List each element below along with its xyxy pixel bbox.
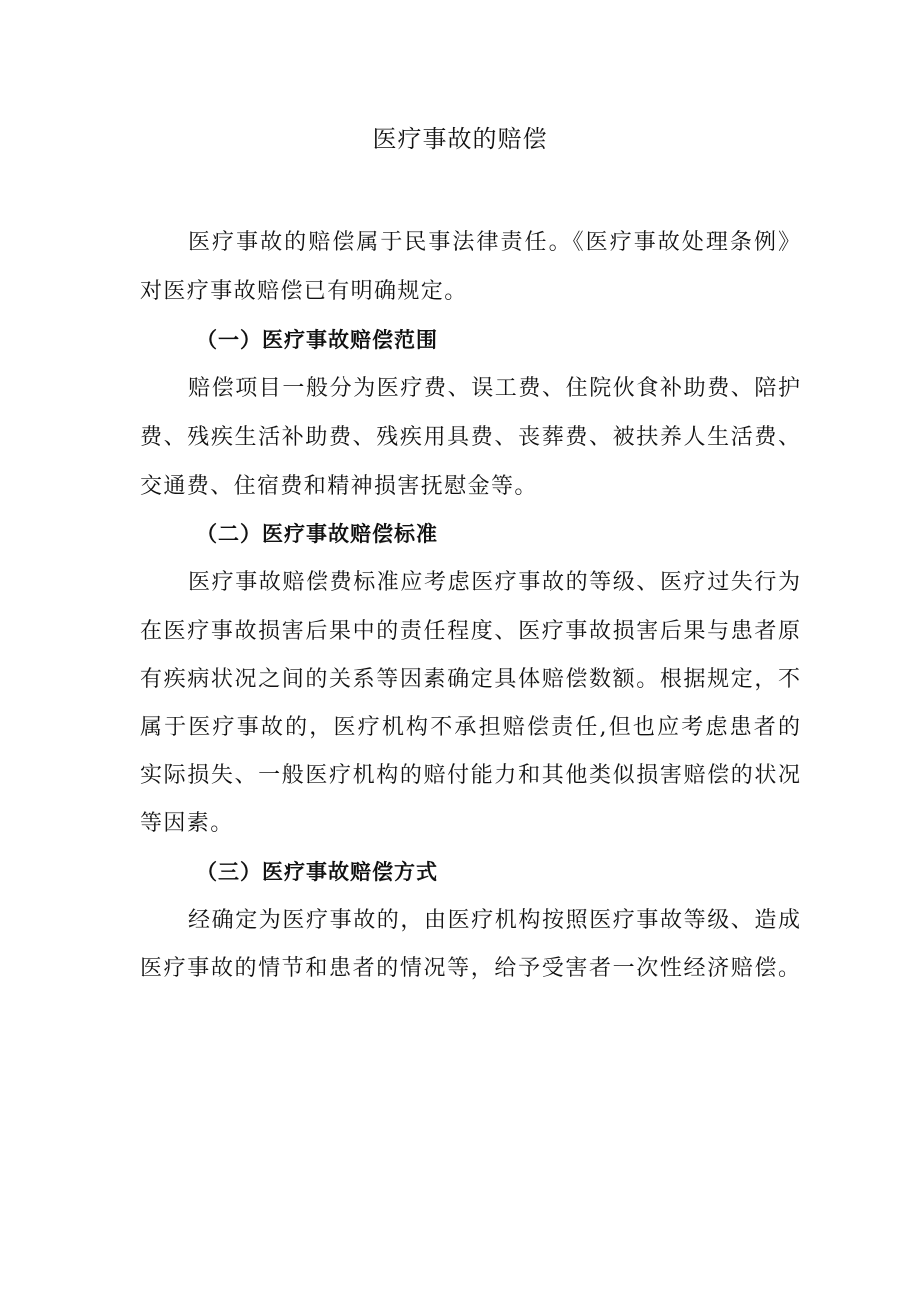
paragraph-line: 有疾病状况之间的关系等因素确定具体赔偿数额。根据规定，不	[140, 667, 800, 692]
paragraph-line: 经确定为医疗事故的，由医疗机构按照医疗事故等级、造成	[188, 908, 800, 933]
paragraph-line: 医疗事故的赔偿属于民事法律责任。《医疗事故处理条例》	[188, 230, 800, 255]
paragraph-line: 属于医疗事故的，医疗机构不承担赔偿责任,但也应考虑患者的	[140, 715, 800, 740]
paragraph-line: 交通费、住宿费和精神损害抚慰金等。	[140, 474, 538, 499]
paragraph-line: 赔偿项目一般分为医疗费、误工费、住院伙食补助费、陪护	[188, 376, 800, 401]
section-heading: （二）医疗事故赔偿标准	[196, 522, 438, 546]
paragraph-line: 医疗事故赔偿费标准应考虑医疗事故的等级、医疗过失行为	[188, 570, 800, 595]
paragraph-line: 费、残疾生活补助费、残疾用具费、丧葬费、被扶养人生活费、	[140, 425, 800, 450]
paragraph-line: 医疗事故的情节和患者的情况等，给予受害者一次性经济赔偿。	[140, 956, 800, 981]
paragraph-line: 等因素。	[140, 811, 234, 836]
paragraph-line: 对医疗事故赔偿已有明确规定。	[140, 279, 468, 304]
paragraph-line: 实际损失、一般医疗机构的赔付能力和其他类似损害赔偿的状况	[140, 763, 800, 788]
paragraph-line: 在医疗事故损害后果中的责任程度、医疗事故损害后果与患者原	[140, 619, 800, 644]
section-heading: （三）医疗事故赔偿方式	[196, 860, 438, 884]
section-heading: （一）医疗事故赔偿范围	[196, 328, 438, 352]
page-title: 医疗事故的赔偿	[372, 125, 548, 153]
